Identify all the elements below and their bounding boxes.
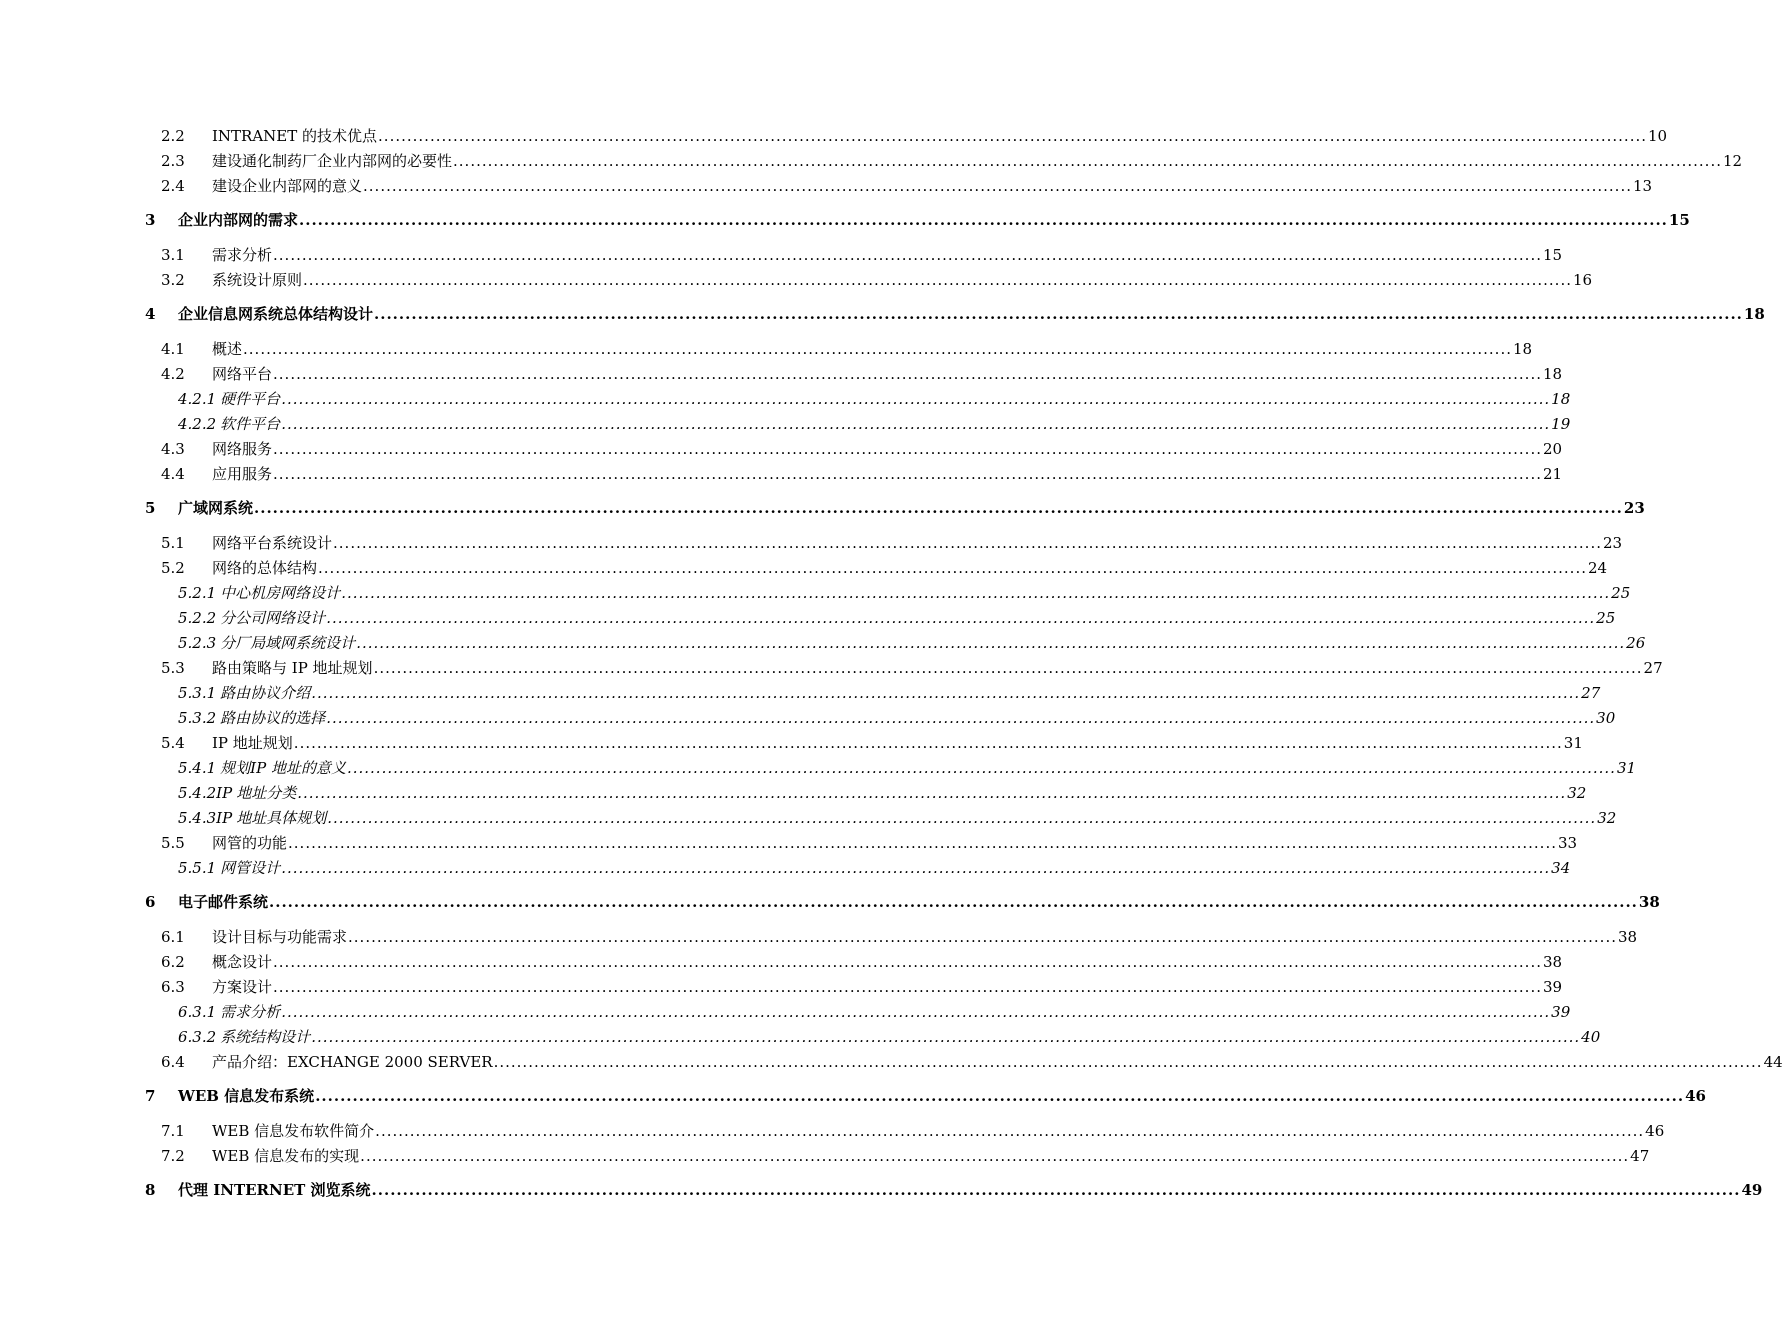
toc-entry-title: 系统设计原则 [212, 271, 303, 289]
toc-entry-page-number: 21 [1543, 465, 1563, 483]
toc-entry-title: 建设通化制药厂企业内部网的必要性 [212, 152, 453, 170]
toc-entry[interactable] [145, 1120, 1665, 1142]
toc-entry-title: 软件平台 [220, 415, 281, 433]
toc-entry-number: 6.3.2 [178, 1028, 217, 1046]
toc-entry-number: 4.3 [161, 440, 185, 458]
toc-entry[interactable] [145, 438, 1563, 460]
toc-entry[interactable] [145, 1145, 1650, 1167]
toc-entry-number: 5.3.1 [178, 684, 217, 702]
toc-entry-title: 网管的功能 [212, 834, 288, 852]
toc-dot-leader: ............................................................................................................................................................................................................................ [371, 1181, 1741, 1199]
toc-entry-title: 网络服务 [212, 440, 273, 458]
toc-entry-title: 地址分类 [236, 784, 297, 802]
toc-entry-page-number: 46 [1645, 1122, 1665, 1140]
toc-entry[interactable] [145, 269, 1593, 291]
toc-entry-page-number: 13 [1633, 177, 1653, 195]
toc-dot-leader: ............................................................................................................................................................................................................................ [273, 953, 1542, 971]
toc-entry-number: 4.2 [161, 365, 185, 383]
toc-dot-leader: ............................................................................................................................................................................................................................ [341, 584, 1611, 602]
toc-entry[interactable] [145, 857, 1571, 879]
toc-dot-leader: ............................................................................................................................................................................................................................ [273, 246, 1542, 264]
toc-entry-page-number: 47 [1630, 1147, 1650, 1165]
toc-dot-leader: ............................................................................................................................................................................................................................ [374, 305, 1743, 323]
toc-dot-leader: ............................................................................................................................................................................................................................ [373, 659, 1643, 677]
toc-entry-page-number: 23 [1623, 499, 1645, 517]
toc-entry-title: 电子邮件系统 [178, 893, 269, 911]
toc-dot-leader: ............................................................................................................................................................................................................................ [273, 365, 1542, 383]
toc-entry-title: 广域网系统 [178, 499, 254, 517]
toc-entry-page-number: 31 [1563, 734, 1583, 752]
toc-entry-page-number: 12 [1723, 152, 1743, 170]
toc-entry-title: 概述 [212, 340, 243, 358]
toc-entry[interactable] [145, 951, 1563, 973]
toc-entry-page-number: 18 [1743, 305, 1765, 323]
toc-entry-title: 代理 INTERNET 浏览系统 [178, 1181, 371, 1199]
toc-entry[interactable] [145, 926, 1638, 948]
toc-entry-page-number: 39 [1543, 978, 1563, 996]
toc-entry-title: 网络平台 [212, 365, 273, 383]
toc-entry-number: 5.4 [161, 734, 185, 752]
toc-dot-leader: ............................................................................................................................................................................................................................ [273, 440, 1542, 458]
toc-entry-page-number: 15 [1668, 211, 1690, 229]
toc-dot-leader: ............................................................................................................................................................................................................................ [326, 609, 1596, 627]
toc-entry-title: 概念设计 [212, 953, 273, 971]
toc-entry-number: 3.1 [161, 246, 185, 264]
toc-dot-leader: ............................................................................................................................................................................................................................ [348, 928, 1617, 946]
toc-entry-title: INTRANET 的技术优点 [212, 127, 378, 145]
toc-dot-leader: ............................................................................................................................................................................................................................ [453, 152, 1722, 170]
toc-dot-leader: ............................................................................................................................................................................................................................ [281, 859, 1551, 877]
toc-dot-leader: ............................................................................................................................................................................................................................ [311, 1028, 1581, 1046]
toc-entry-title: 建设企业内部网的意义 [212, 177, 363, 195]
toc-dot-leader: ............................................................................................................................................................................................................................ [360, 1147, 1630, 1165]
toc-entry-number: 5.2.2 [178, 609, 217, 627]
toc-entry-number: 5.5.1 [178, 859, 217, 877]
toc-entry[interactable] [145, 532, 1623, 554]
toc-entry[interactable] [145, 1085, 1706, 1107]
toc-entry-number: 4 [145, 305, 156, 323]
toc-entry-page-number: 18 [1543, 365, 1563, 383]
toc-entry-number: 5.2.3 [178, 634, 217, 652]
toc-entry-number: 5.5 [161, 834, 185, 852]
toc-entry-page-number: 40 [1581, 1028, 1601, 1046]
toc-entry-title: 企业内部网的需求 [178, 211, 299, 229]
toc-entry-title: 路由策略与 IP 地址规划 [212, 659, 373, 677]
toc-dot-leader: ............................................................................................................................................................................................................................ [243, 340, 1512, 358]
toc-entry-number: 5.4.3IP [178, 809, 233, 827]
toc-dot-leader: ............................................................................................................................................................................................................................ [254, 499, 1623, 517]
toc-entry-number: 7 [145, 1087, 156, 1105]
toc-entry-page-number: 15 [1543, 246, 1563, 264]
toc-entry-number: 5.3.2 [178, 709, 217, 727]
toc-entry-page-number: 34 [1551, 859, 1571, 877]
toc-entry-title: 设计目标与功能需求 [212, 928, 348, 946]
toc-entry-number: 5.4.1 [178, 759, 217, 777]
toc-entry-page-number: 33 [1558, 834, 1578, 852]
toc-entry-page-number: 16 [1573, 271, 1593, 289]
toc-dot-leader: ............................................................................................................................................................................................................................ [297, 784, 1567, 802]
toc-entry-title: 需求分析 [212, 246, 273, 264]
toc-entry-number: 8 [145, 1181, 156, 1199]
toc-entry-page-number: 38 [1618, 928, 1638, 946]
toc-entry-page-number: 44 [1763, 1053, 1783, 1071]
toc-dot-leader: ............................................................................................................................................................................................................................ [281, 415, 1551, 433]
toc-entry-number: 5.1 [161, 534, 185, 552]
toc-entry-number: 5 [145, 499, 156, 517]
toc-entry[interactable] [145, 1179, 1763, 1201]
toc-entry-page-number: 46 [1685, 1087, 1706, 1105]
toc-dot-leader: ............................................................................................................................................................................................................................ [378, 127, 1648, 145]
toc-entry-number: 5.2 [161, 559, 185, 577]
toc-entry-number: 6.3 [161, 978, 185, 996]
toc-entry-title: 系统结构设计 [220, 1028, 311, 1046]
toc-entry[interactable] [145, 632, 1646, 654]
toc-entry-title: 方案设计 [212, 978, 273, 996]
toc-entry[interactable] [145, 388, 1571, 410]
toc-entry-title: 路由协议介绍 [220, 684, 311, 702]
toc-entry[interactable] [145, 244, 1563, 266]
toc-entry-number: 4.2.2 [178, 415, 217, 433]
toc-entry-page-number: 27 [1581, 684, 1601, 702]
toc-entry[interactable] [145, 1001, 1571, 1023]
toc-entry-number: 6.2 [161, 953, 185, 971]
toc-entry-title: 中心机房网络设计 [220, 584, 341, 602]
toc-entry-title: WEB 信息发布的实现 [212, 1147, 360, 1165]
toc-entry-title: 产品介绍：EXCHANGE 2000 SERVER [212, 1053, 493, 1071]
toc-entry-number: 2.3 [161, 152, 185, 170]
toc-dot-leader: ............................................................................................................................................................................................................................ [346, 759, 1616, 777]
toc-entry-page-number: 30 [1596, 709, 1616, 727]
toc-entry-title: 应用服务 [212, 465, 273, 483]
toc-entry-page-number: 18 [1513, 340, 1533, 358]
toc-entry-page-number: 25 [1611, 584, 1631, 602]
toc-dot-leader: ............................................................................................................................................................................................................................ [299, 211, 1668, 229]
toc-dot-leader: ............................................................................................................................................................................................................................ [327, 809, 1597, 827]
toc-entry[interactable] [145, 338, 1533, 360]
toc-dot-leader: ............................................................................................................................................................................................................................ [315, 1087, 1685, 1105]
toc-entry-page-number: 38 [1638, 893, 1660, 911]
toc-entry-page-number: 32 [1597, 809, 1617, 827]
toc-dot-leader: ............................................................................................................................................................................................................................ [269, 893, 1638, 911]
toc-entry-page-number: 39 [1551, 1003, 1571, 1021]
toc-entry[interactable] [145, 832, 1578, 854]
toc-dot-leader: ............................................................................................................................................................................................................................ [356, 634, 1626, 652]
toc-entry-number: 3 [145, 211, 156, 229]
toc-dot-leader: ............................................................................................................................................................................................................................ [273, 978, 1542, 996]
toc-entry[interactable] [145, 209, 1690, 231]
toc-entry[interactable] [145, 150, 1743, 172]
toc-entry-title: 地址具体规划 [236, 809, 327, 827]
toc-dot-leader: ............................................................................................................................................................................................................................ [311, 684, 1581, 702]
toc-entry-title: 企业信息网系统总体结构设计 [178, 305, 374, 323]
toc-entry[interactable] [145, 607, 1616, 629]
toc-entry-page-number: 23 [1603, 534, 1623, 552]
toc-entry-number: 4.1 [161, 340, 185, 358]
toc-entry[interactable] [145, 1026, 1601, 1048]
toc-entry[interactable] [145, 125, 1668, 147]
toc-entry-number: 5.2.1 [178, 584, 217, 602]
toc-entry-title: 路由协议的选择 [220, 709, 326, 727]
toc-entry-title: 规划IP 地址的意义 [220, 759, 346, 777]
toc-entry-page-number: 31 [1616, 759, 1637, 777]
toc-entry-page-number: 27 [1643, 659, 1663, 677]
toc-entry-number: 2.2 [161, 127, 185, 145]
toc-entry[interactable] [145, 582, 1631, 604]
toc-dot-leader: ............................................................................................................................................................................................................................ [273, 465, 1542, 483]
toc-dot-leader: ............................................................................................................................................................................................................................ [293, 734, 1563, 752]
toc-entry[interactable] [145, 303, 1765, 325]
toc-entry-number: 3.2 [161, 271, 185, 289]
toc-entry[interactable] [145, 657, 1663, 679]
toc-entry-title: WEB 信息发布系统 [178, 1087, 315, 1105]
toc-entry[interactable] [145, 976, 1563, 998]
toc-entry-title: 网络的总体结构 [212, 559, 318, 577]
toc-dot-leader: ............................................................................................................................................................................................................................ [363, 177, 1632, 195]
toc-entry-title: 硬件平台 [220, 390, 281, 408]
toc-dot-leader: ............................................................................................................................................................................................................................ [303, 271, 1572, 289]
toc-entry-title: 分公司网络设计 [220, 609, 326, 627]
toc-entry-number: 6.3.1 [178, 1003, 217, 1021]
toc-entry-page-number: 25 [1596, 609, 1616, 627]
toc-entry-number: 6.1 [161, 928, 185, 946]
toc-entry-page-number: 49 [1741, 1181, 1763, 1199]
toc-dot-leader: ............................................................................................................................................................................................................................ [326, 709, 1596, 727]
toc-entry[interactable] [145, 463, 1563, 485]
toc-entry[interactable] [145, 757, 1637, 779]
toc-entry-number: 2.4 [161, 177, 185, 195]
toc-dot-leader: ............................................................................................................................................................................................................................ [333, 534, 1602, 552]
toc-dot-leader: ............................................................................................................................................................................................................................ [281, 390, 1551, 408]
toc-entry-page-number: 10 [1648, 127, 1668, 145]
toc-entry-page-number: 19 [1551, 415, 1571, 433]
toc-entry[interactable] [145, 682, 1601, 704]
toc-entry-page-number: 24 [1588, 559, 1608, 577]
toc-entry-number: 5.3 [161, 659, 185, 677]
toc-entry-number: 4.4 [161, 465, 185, 483]
toc-entry-page-number: 32 [1567, 784, 1587, 802]
toc-entry-title: 网络平台系统设计 [212, 534, 333, 552]
toc-entry[interactable] [145, 707, 1616, 729]
toc-entry[interactable] [145, 1051, 1783, 1073]
toc-entry-page-number: 20 [1543, 440, 1563, 458]
toc-entry-number: 4.2.1 [178, 390, 217, 408]
toc-entry-number: 5.4.2IP [178, 784, 233, 802]
toc-entry-title: IP 地址规划 [212, 734, 293, 752]
toc-entry[interactable] [145, 807, 1617, 829]
toc-entry-number: 7.1 [161, 1122, 185, 1140]
toc-entry[interactable] [145, 413, 1571, 435]
toc-entry-page-number: 18 [1551, 390, 1571, 408]
toc-entry-title: WEB 信息发布软件简介 [212, 1122, 375, 1140]
toc-entry-title: 网管设计 [220, 859, 281, 877]
toc-entry[interactable] [145, 782, 1587, 804]
toc-entry-number: 6 [145, 893, 156, 911]
toc-dot-leader: ............................................................................................................................................................................................................................ [318, 559, 1587, 577]
toc-dot-leader: ............................................................................................................................................................................................................................ [493, 1053, 1763, 1071]
toc-entry[interactable] [145, 497, 1645, 519]
toc-entry[interactable] [145, 557, 1608, 579]
toc-entry[interactable] [145, 732, 1583, 754]
toc-entry-title: 需求分析 [220, 1003, 281, 1021]
toc-entry-number: 7.2 [161, 1147, 185, 1165]
toc-entry-page-number: 38 [1543, 953, 1563, 971]
toc-entry[interactable] [145, 175, 1653, 197]
toc-dot-leader: ............................................................................................................................................................................................................................ [281, 1003, 1551, 1021]
toc-entry-title: 分厂局域网系统设计 [220, 634, 356, 652]
toc-dot-leader: ............................................................................................................................................................................................................................ [375, 1122, 1645, 1140]
toc-entry[interactable] [145, 891, 1660, 913]
toc-dot-leader: ............................................................................................................................................................................................................................ [288, 834, 1557, 852]
toc-entry-number: 6.4 [161, 1053, 185, 1071]
toc-entry[interactable] [145, 363, 1563, 385]
toc-entry-page-number: 26 [1626, 634, 1646, 652]
